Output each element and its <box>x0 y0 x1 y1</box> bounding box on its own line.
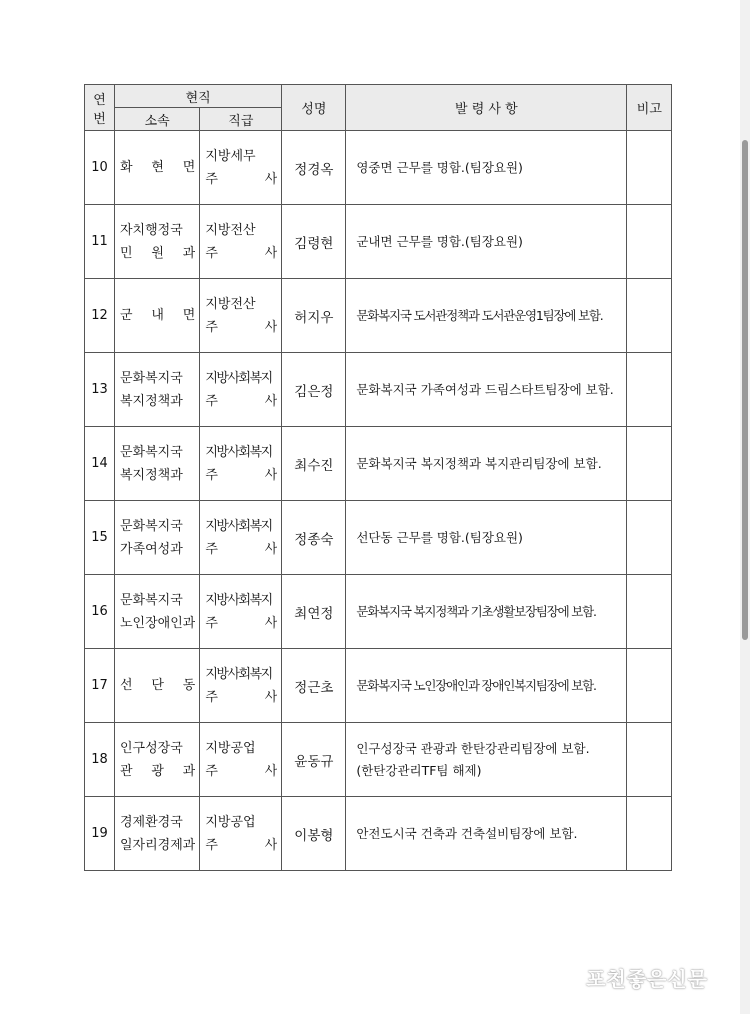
appointment-order <box>346 353 627 427</box>
person-name: 정근초 <box>282 649 346 723</box>
appointment-order-line: 문화복지국 복지정책과 복지관리팀장에 보함. <box>356 455 602 471</box>
department-line: 화 현 면 <box>120 160 196 175</box>
appointment-order-line: 인구성장국 관광과 한탄강관리팀장에 보함. <box>356 740 590 756</box>
department-cell <box>115 279 200 353</box>
note-cell <box>627 427 672 501</box>
note-cell <box>627 797 672 871</box>
department-line: 관 광 과 <box>120 763 196 779</box>
department-line: 일자리경제과 <box>120 837 196 853</box>
person-name: 정경옥 <box>282 131 346 205</box>
order-header: 발 령 사 항 <box>346 85 627 131</box>
rank-line: 지방사회복지 <box>205 592 272 608</box>
appointment-order <box>346 279 627 353</box>
department-cell <box>115 575 200 649</box>
rank-cell <box>200 649 282 723</box>
row-number: 18 <box>85 723 115 797</box>
note-cell <box>627 723 672 797</box>
appointment-order-line: 문화복지국 가족여성과 드림스타트팀장에 보함. <box>356 381 614 397</box>
rank-cell <box>200 501 282 575</box>
appointment-order-line: 선단동 근무를 명함.(팀장요원) <box>356 529 523 545</box>
department-line: 민 원 과 <box>120 245 196 261</box>
table-row <box>85 501 672 575</box>
department-line: 복지정책과 <box>120 393 183 409</box>
rank-line: 주 사 <box>205 689 278 705</box>
index-header <box>85 85 115 131</box>
department-cell <box>115 353 200 427</box>
appointment-order <box>346 427 627 501</box>
department-cell <box>115 427 200 501</box>
department-line: 경제환경국 <box>120 814 183 830</box>
vertical-scrollbar[interactable] <box>740 0 750 1014</box>
appointment-order-line: 영중면 근무를 명함.(팀장요원) <box>356 159 523 175</box>
department-line: 문화복지국 <box>120 518 183 534</box>
department-line: 자치행정국 <box>120 222 183 238</box>
note-cell <box>627 279 672 353</box>
rank-line: 지방세무 <box>205 148 256 164</box>
index-header-line-2: 번 <box>93 111 106 127</box>
rank-line: 주 사 <box>205 245 278 261</box>
rank-line: 지방사회복지 <box>205 444 272 460</box>
department-cell <box>115 205 200 279</box>
department-cell <box>115 649 200 723</box>
rank-line: 주 사 <box>205 171 278 187</box>
row-number: 17 <box>85 649 115 723</box>
newspaper-watermark: 포천좋은신문 <box>586 967 708 991</box>
appointment-order <box>346 501 627 575</box>
person-name: 김은정 <box>282 353 346 427</box>
rank-cell <box>200 575 282 649</box>
rank-cell <box>200 205 282 279</box>
rank-line: 지방전산 <box>205 222 256 238</box>
note-header: 비고 <box>627 85 672 131</box>
row-number: 13 <box>85 353 115 427</box>
appointment-order <box>346 575 627 649</box>
rank-cell <box>200 279 282 353</box>
scrollbar-thumb[interactable] <box>742 140 748 640</box>
note-cell <box>627 501 672 575</box>
department-line: 인구성장국 <box>120 740 183 756</box>
name-header: 성명 <box>282 85 346 131</box>
rank-line: 주 사 <box>205 615 278 631</box>
rank-line: 주 사 <box>205 541 278 557</box>
table-row <box>85 797 672 871</box>
appointment-order-line: 문화복지국 도서관정책과 도서관운영1팀장에 보함. <box>356 307 603 323</box>
rank-line: 지방사회복지 <box>205 370 272 386</box>
table-row <box>85 353 672 427</box>
table-row <box>85 723 672 797</box>
rank-cell <box>200 427 282 501</box>
person-name: 최수진 <box>282 427 346 501</box>
table-row <box>85 649 672 723</box>
rank-line: 지방공업 <box>205 814 256 830</box>
department-cell <box>115 723 200 797</box>
rank-header: 직급 <box>200 108 282 131</box>
rank-line: 주 사 <box>205 319 278 335</box>
department-cell <box>115 797 200 871</box>
note-cell <box>627 575 672 649</box>
rank-cell <box>200 353 282 427</box>
person-name: 허지우 <box>282 279 346 353</box>
rank-cell <box>200 131 282 205</box>
personnel-table <box>84 84 672 871</box>
rank-line: 지방공업 <box>205 740 256 756</box>
table-row <box>85 575 672 649</box>
rank-line: 주 사 <box>205 467 278 483</box>
row-number: 12 <box>85 279 115 353</box>
current-header: 현직 <box>115 85 282 108</box>
person-name: 이봉형 <box>282 797 346 871</box>
table-row <box>85 427 672 501</box>
department-line: 가족여성과 <box>120 541 183 557</box>
person-name: 최연정 <box>282 575 346 649</box>
row-number: 15 <box>85 501 115 575</box>
rank-cell <box>200 797 282 871</box>
appointment-order-line: 군내면 근무를 명함.(팀장요원) <box>356 233 523 249</box>
appointment-order <box>346 205 627 279</box>
department-line: 문화복지국 <box>120 370 183 386</box>
appointment-order-line: 안전도시국 건축과 건축설비팀장에 보함. <box>356 825 578 841</box>
department-line: 복지정책과 <box>120 467 183 483</box>
department-cell <box>115 131 200 205</box>
appointment-order-line: (한탄강관리TF팀 해제) <box>356 762 482 778</box>
department-line: 문화복지국 <box>120 444 183 460</box>
row-number: 10 <box>85 131 115 205</box>
rank-line: 지방사회복지 <box>205 518 272 534</box>
table-row <box>85 131 672 205</box>
appointment-order <box>346 797 627 871</box>
rank-line: 지방사회복지 <box>205 666 272 682</box>
department-line: 선 단 동 <box>120 678 196 693</box>
note-cell <box>627 649 672 723</box>
note-cell <box>627 353 672 427</box>
department-line: 군 내 면 <box>120 308 196 323</box>
rank-line: 지방전산 <box>205 296 256 312</box>
appointment-order-line: 문화복지국 노인장애인과 장애인복지팀장에 보함. <box>356 677 596 693</box>
rank-line: 주 사 <box>205 393 278 409</box>
index-header-line-1: 연 <box>93 92 106 108</box>
department-line: 노인장애인과 <box>120 615 196 631</box>
note-cell <box>627 205 672 279</box>
appointment-order <box>346 723 627 797</box>
rank-line: 주 사 <box>205 837 278 853</box>
rank-line: 주 사 <box>205 763 278 779</box>
rank-cell <box>200 723 282 797</box>
row-number: 16 <box>85 575 115 649</box>
appointment-order <box>346 131 627 205</box>
table-row <box>85 205 672 279</box>
table-row <box>85 279 672 353</box>
person-name: 윤동규 <box>282 723 346 797</box>
note-cell <box>627 131 672 205</box>
appointment-order <box>346 649 627 723</box>
row-number: 19 <box>85 797 115 871</box>
dept-header: 소속 <box>115 108 200 131</box>
department-cell <box>115 501 200 575</box>
person-name: 정종숙 <box>282 501 346 575</box>
person-name: 김령현 <box>282 205 346 279</box>
appointment-order-line: 문화복지국 복지정책과 기초생활보장팀장에 보함. <box>356 603 596 619</box>
department-line: 문화복지국 <box>120 592 183 608</box>
row-number: 14 <box>85 427 115 501</box>
row-number: 11 <box>85 205 115 279</box>
